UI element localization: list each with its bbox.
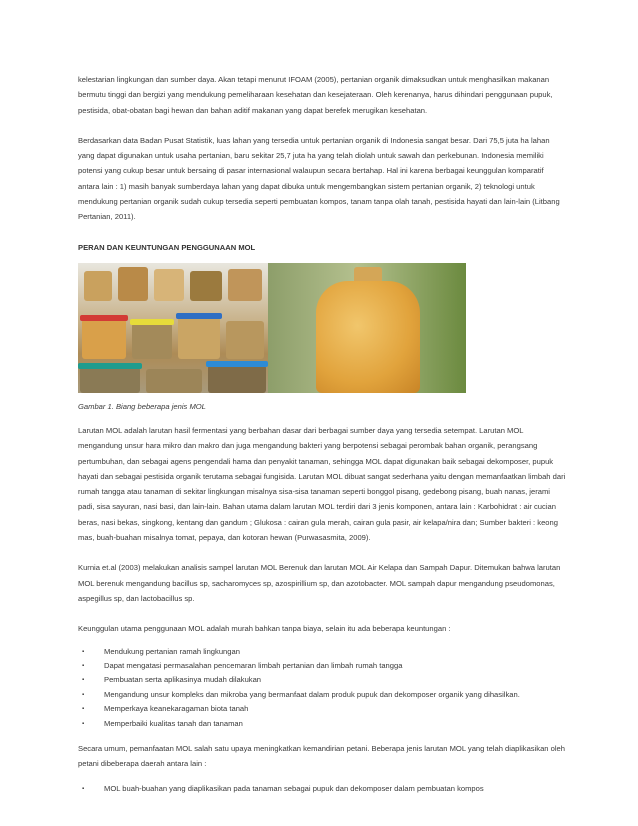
bullet-icon: ▪ [82, 677, 85, 684]
bullet-icon: ▪ [82, 648, 85, 655]
photo-mol-jars [78, 263, 268, 393]
section-heading: PERAN DAN KEUNTUNGAN PENGGUNAAN MOL [78, 242, 256, 252]
list-item: ▪ Mendukung pertanian ramah lingkungan [78, 645, 566, 659]
bullet-icon: ▪ [82, 706, 85, 713]
list-item: ▪ Dapat mengatasi permasalahan pencemaran limbah pertanian dan limbah rumah tangga [78, 659, 566, 673]
paragraph-land-statistics: Berdasarkan data Badan Pusat Statistik, luas lahan yang tersedia untuk pertanian organik di Indonesia sangat besar. Dari 75,5 juta ha lahan yang dapat digunakan untuk usaha pertanian, baru sekitar 25,7 juta ha yang telah diolah untuk sawah dan perkebunan. Indonesia memiliki potensi yang cukup besar untuk bersaing di pasar internasional walaupun secara bertahap. Hal ini karena berbagai keunggulan komparatif antara lain : 1) masih banyak sumberdaya lahan yang dapat dibuka untuk mengembangkan sistem pertanian organik, 2) teknologi untuk mendukung pertanian organik sudah cukup tersedia seperti pembuatan kompos, tanam tanpa olah tanah, pestisida hayati dan lain-lain (Litbang Pertanian, 2011). [78, 135, 560, 222]
paragraph-kurnia-analysis: Kurnia et.al (2003) melakukan analisis sampel larutan MOL Berenuk dan larutan MOL Air Kelapa dan Sampah Dapur. Ditemukan bahwa larutan MOL berenuk mengandung bacillus sp, sacharomyces sp, azospirillium sp, dan azotobacter. MOL sampah dapur mengandung pseudomonas, aspegillus sp, dan lactobacillus sp. [78, 563, 561, 603]
paragraph-advantages-intro: Keunggulan utama penggunaan MOL adalah murah bahkan tanpa biaya, selain itu ada beberapa keuntungan : [78, 624, 451, 634]
list-item: ▪ Memperbaiki kualitas tanah dan tanaman [78, 717, 566, 731]
document-body [78, 72, 566, 796]
bullet-icon: ▪ [82, 785, 85, 792]
mol-types-list [78, 782, 566, 796]
list-item: ▪ MOL buah-buahan yang diaplikasikan pada tanaman sebagai pupuk dan dekomposer dalam pembuatan kompos [78, 782, 566, 796]
paragraph-mol-definition: Larutan MOL adalah larutan hasil fermentasi yang berbahan dasar dari berbagai sumber daya yang tersedia setempat. Larutan MOL mengandung unsur hara mikro dan makro dan juga mengandung bakteri yang berpotensi sebagai perombak bahan organik, perangsang pertumbuhan, dan sebagai agens pengendali hama dan penyakit tanaman, sehingga MOL dapat digunakan baik sebagai dekomposer, pupuk hayati dan sebagai pestisida organik terutama sebagai fungisida. Larutan MOL dibuat sangat sederhana yaitu dengan memanfaatkan limbah dari rumah tangga atau tanaman di sekitar lingkungan misalnya sisa-sisa tanaman seperti bonggol pisang, gedebong pisang, buah nanas, jerami padi, sisa sayuran, nasi basi, dan lain-lain. Bahan utama dalam larutan MOL terdiri dari 3 jenis komponen, antara lain : Karbohidrat : air cucian beras, nasi bekas, singkong, kentang dan gandum ; Glukosa : cairan gula merah, cairan gula pasir, air kelapa/nira dan; Sumber bakteri : keong mas, buah-buahan misalnya tomat, pepaya, dan kotoran hewan (Purwasasmita, 2009). [78, 425, 566, 543]
paragraph-organic-definition: kelestarian lingkungan dan sumber daya. Akan tetapi menurut IFOAM (2005), pertanian organik dimaksudkan untuk menghasilkan makanan bermutu tinggi dan bergizi yang mendukung pemeliharaan kesehatan dan kesejateraan. Oleh kerenanya, harus dihindari penggunaan pupuk, pestisida, obat-obatan bagi hewan dan bahan aditif makanan yang dapat berefek merugikan kesehatan. [78, 75, 553, 115]
paragraph-mol-types-intro: Secara umum, pemanfaatan MOL salah satu upaya meningkatkan kemandirian petani. Beberapa jenis larutan MOL yang telah diaplikasikan oleh petani dibeberapa daerah antara lain : [78, 743, 565, 769]
list-item: ▪ Mengandung unsur kompleks dan mikroba yang bermanfaat dalam produk pupuk dan dekomposer organik yang dihasilkan. [78, 688, 566, 702]
bullet-icon: ▪ [82, 691, 85, 698]
bullet-icon: ▪ [82, 720, 85, 727]
bullet-icon: ▪ [82, 662, 85, 669]
figure-caption: Gambar 1. Biang beberapa jenis MOL [78, 401, 206, 411]
list-item: ▪ Memperkaya keanekaragaman biota tanah [78, 702, 566, 716]
list-item: ▪ Pembuatan serta aplikasinya mudah dilakukan [78, 673, 566, 687]
photo-mol-bottle [268, 263, 466, 393]
advantages-list [78, 645, 566, 731]
figure-mol-photos [78, 263, 466, 393]
